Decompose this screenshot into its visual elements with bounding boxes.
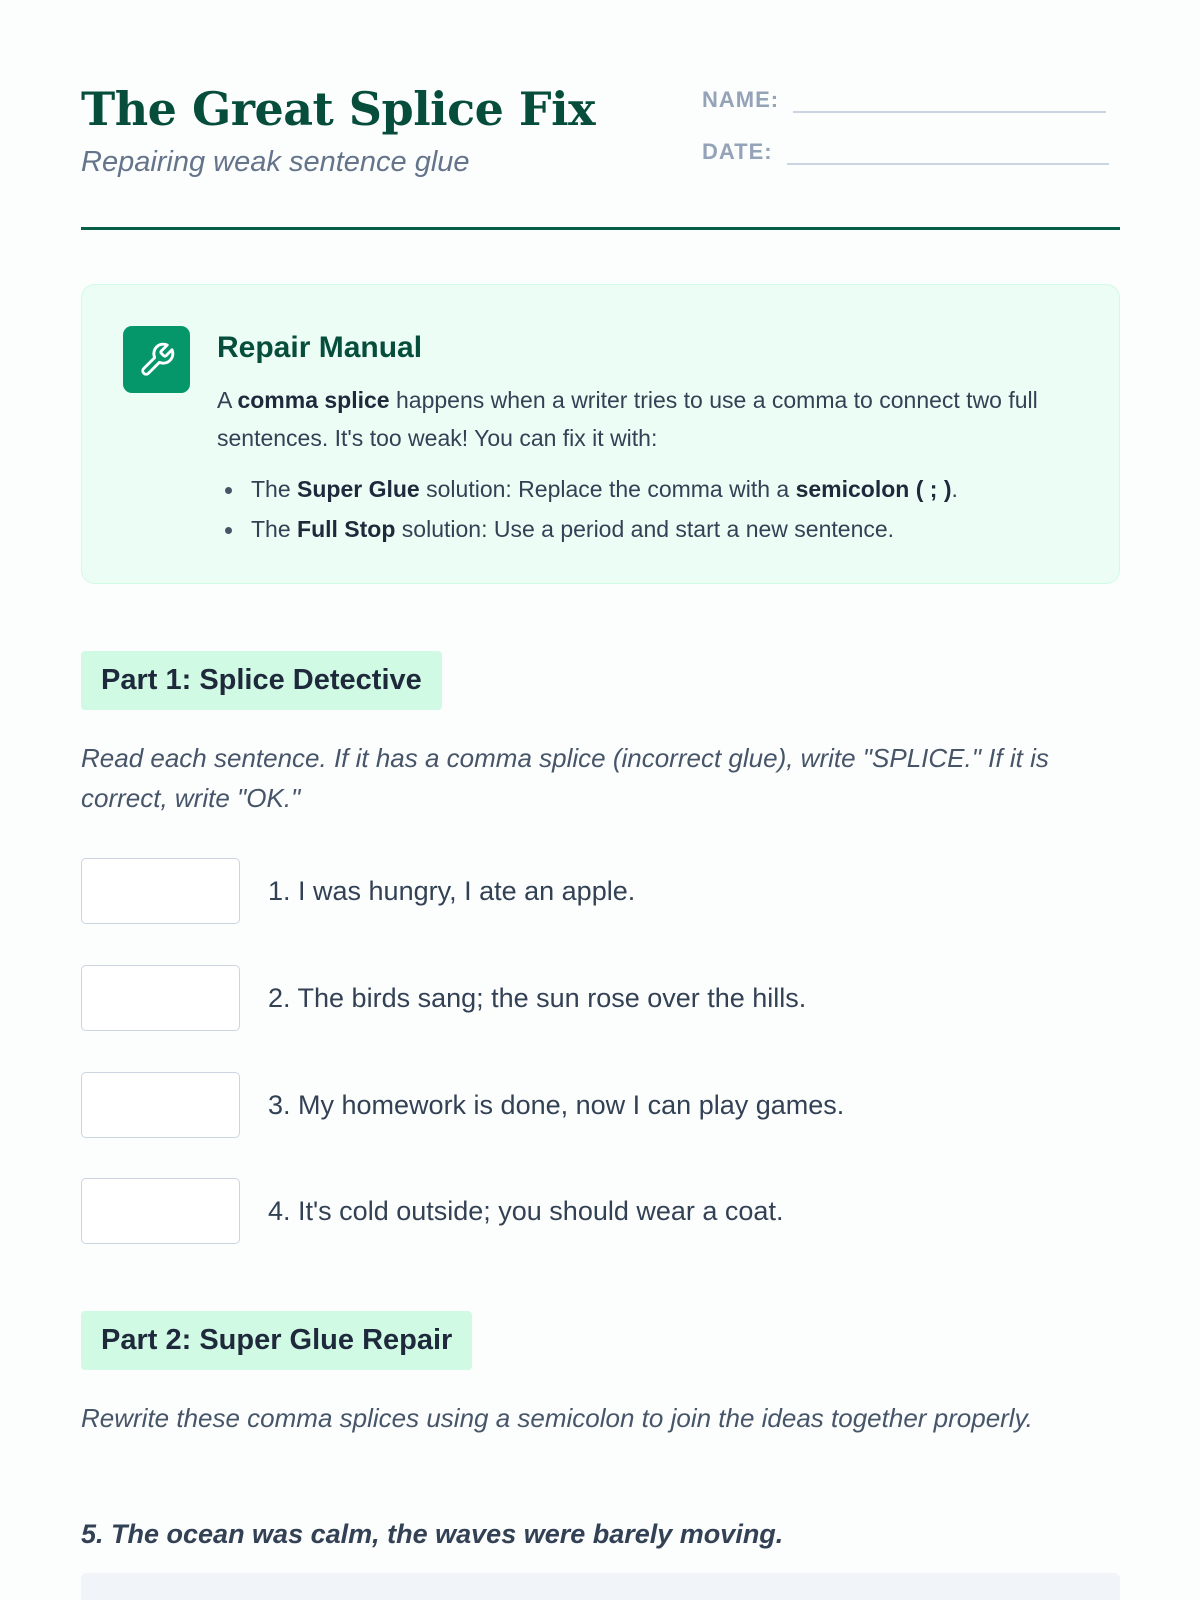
part1-heading: Part 1: Splice Detective <box>81 651 442 710</box>
date-label: DATE: <box>702 139 773 164</box>
manual-intro: A comma splice happens when a writer tries to use a comma to connect two full sentences. It's too weak! You can fix it with: <box>217 387 1038 451</box>
list-item <box>81 1072 1120 1138</box>
part1-instructions: Read each sentence. If it has a comma splice (incorrect glue), write "SPLICE." If it is correct, write "OK." <box>81 743 1049 813</box>
name-label: NAME: <box>702 87 780 112</box>
manual-title: Repair Manual <box>217 331 423 364</box>
sentence-text: 1. I was hungry, I ate an apple. <box>268 875 636 906</box>
answer-area[interactable] <box>81 1573 1120 1600</box>
answer-box[interactable] <box>81 1178 240 1244</box>
worksheet-header <box>81 82 1120 230</box>
sentence-text: 3. My homework is done, now I can play games. <box>268 1089 845 1120</box>
page-subtitle: Repairing weak sentence glue <box>81 146 470 178</box>
name-line[interactable] <box>793 89 1106 113</box>
date-field <box>702 139 1109 165</box>
date-line[interactable] <box>787 141 1109 165</box>
sentence-text: 2. The birds sang; the sun rose over the hills. <box>268 982 807 1013</box>
list-item <box>81 1178 1120 1244</box>
answer-box[interactable] <box>81 858 240 924</box>
name-field <box>702 87 1106 113</box>
wrench-icon <box>123 326 190 393</box>
answer-box[interactable] <box>81 965 240 1031</box>
list-item: The Full Stop solution: Use a period and start a new sentence. <box>217 509 1087 549</box>
repair-question: 5. The ocean was calm, the waves were barely moving. <box>81 1519 784 1549</box>
part2-heading: Part 2: Super Glue Repair <box>81 1311 472 1370</box>
repair-manual-box <box>81 284 1120 584</box>
sentence-text: 4. It's cold outside; you should wear a coat. <box>268 1195 784 1226</box>
page-title: The Great Splice Fix <box>81 82 595 136</box>
list-item <box>81 858 1120 924</box>
header-divider <box>81 227 1120 230</box>
list-item <box>81 965 1120 1031</box>
answer-box[interactable] <box>81 1072 240 1138</box>
list-item: The Super Glue solution: Replace the comma with a semicolon ( ; ). <box>217 469 1087 509</box>
part2-instructions: Rewrite these comma splices using a semicolon to join the ideas together properly. <box>81 1403 1033 1433</box>
manual-solutions <box>217 469 1087 549</box>
